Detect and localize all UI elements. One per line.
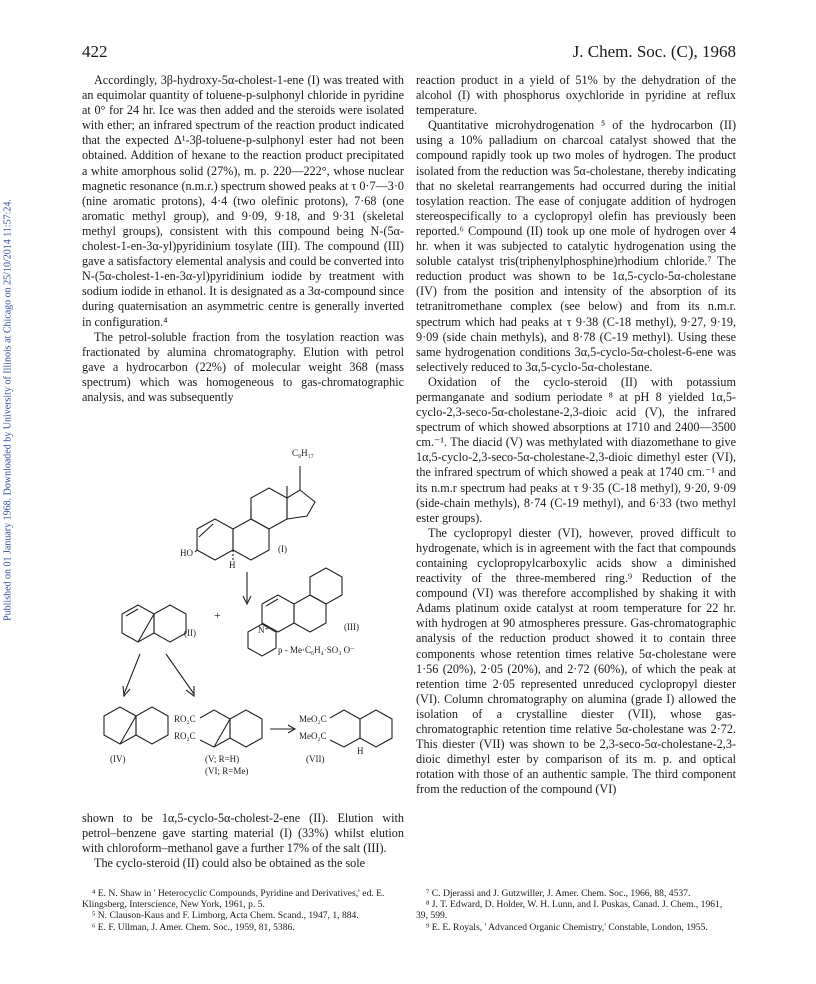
footnote: ⁹ E. E. Royals, ' Advanced Organic Chemistry,' Constable, London, 1955. xyxy=(426,921,708,933)
footnotes-right xyxy=(416,888,736,933)
h-vii-label: H xyxy=(357,746,364,756)
ho-label: HO xyxy=(180,548,193,558)
tosylate-label: p - Me·C₆H₄·SO₃ O⁻ xyxy=(278,645,355,655)
compound-III-structure xyxy=(248,568,342,656)
paragraph: The petrol-soluble fraction from the tosylation reaction was fractionated by alumina chromatography. Elution with petrol gave a hydrocarbon (22%) of molecular weight 368 (mass spectrum) which was homogeneous to gas-chromatographic analysis, and was subsequently xyxy=(82,329,404,404)
compound-IV-structure xyxy=(104,707,168,744)
footnotes-left xyxy=(82,888,404,933)
reaction-scheme xyxy=(82,444,404,808)
footnote: ⁷ C. Djerassi and J. Gutzwiller, J. Amer. Chem. Soc., 1966, 88, 4537. xyxy=(426,888,691,899)
footnote: ⁶ E. F. Ullman, J. Amer. Chem. Soc., 1959, 81, 5386. xyxy=(92,921,295,933)
ro2c-label-2: RO₂C xyxy=(174,731,196,741)
ro2c-label-1: RO₂C xyxy=(174,714,196,724)
journal-header: J. Chem. Soc. (C), 1968 xyxy=(572,42,736,61)
paragraph: Accordingly, 3β-hydroxy-5α-cholest-1-ene (I) was treated with an equimolar quantity of toluene-p-sulphonyl chloride in pyridine at 0° for 24 hr. Ice was then added and the steroids were isolated with ether; an infrared spectrum of the reaction product indicated that the expected Δ¹-3β-toluene-p-sulphonyl ester had not been obtained. Addition of hexane to the reaction product precipitated a white amorphous solid (27%), m. p. 220—222°, whose nuclear magnetic resonance (n.m.r.) spectrum showed peaks at τ 0·7—3·0 (nine aromatic protons), 4·4 (two olefinic protons), 7·68 (one aromatic methyl group), and 9·09, 9·18, and 9·31 (skeletal methyl groups), consistent with this compound being N-(5α-cholest-1-en-3α-yl)pyridinium tosylate (III). The compound (III) gave a satisfactory elemental analysis and could be converted into N-(5α-cholest-1-en-3α-yl)pyridinium iodide by treatment with sodium iodide in ethanol. It is designated as a 3α-compound since during quaternisation an asymmetric centre is generally inverted in configuration.⁴ xyxy=(82,73,405,329)
download-watermark xyxy=(1,150,15,670)
download-watermark-text: Published on 01 January 1968. Downloaded by University of Illinois at Chicago on 25/10/2014 11:57:24. xyxy=(2,199,14,621)
paragraph: shown to be 1α,5-cyclo-5α-cholest-2-ene (II). Elution with petrol–benzene gave starting material (I) (33%) whilst elution with chloroform–methanol gave a further 17% of the salt (III). xyxy=(82,811,404,856)
n-plus-label: N⁺ xyxy=(258,625,270,635)
page-number: 422 xyxy=(82,42,108,61)
compound-II-label: (II) xyxy=(184,628,196,638)
plus-sign: + xyxy=(214,608,221,622)
meo2c-label-1: MeO₂C xyxy=(299,714,327,724)
paragraph: Quantitative microhydrogenation ⁵ of the hydrocarbon (II) using a 10% palladium on charcoal catalyst showed that the compound rapidly took up two moles of hydrogen. The product isolated from the reduction was 5α-cholestane, thereby indicating that no skeletal rearrangements had occurred during the initial tosylation reaction. The ease of conjugate addition of hydrogen stereospecifically to a cyclopropyl olefin has previously been reported.⁶ Compound (II) took up one mole of hydrogen over 4 hr. when it was subjected to catalytic hydrogenation using the soluble catalyst tris(triphenylphosphine)rhodium chloride.⁷ The reduction product was shown to be 1α,5-cyclo-5α-cholestane (IV) from the position and intensity of the absorption of its tetranitromethane complex (see below) and from its n.m.r. spectrum which had peaks at τ 9·38 (C-18 methyl), 9·27, 9·19, 9·09 (side chain methyls), and 8·78 (C-19 methyl). Using these same hydrogenation conditions 3α,5-cyclo-5α-cholest-6-ene was selectively reduced to 3α,5-cyclo-5α-cholestane. xyxy=(416,118,736,374)
compound-VII-structure xyxy=(330,710,392,747)
paragraph: The cyclopropyl diester (VI), however, proved difficult to hydrogenate, which is in agreement with the fact that compounds containing cyclopropylcarboxylic acids show a diminished reactivity of the three-membered ring.⁹ Reduction of the compound (VI) was therefore accomplished by shaking it with Adams platinum oxide catalyst at room temperature for 22 hr. with hydrogen at 90 atmospheres pressure. Gas-chromatographic analysis of the reduction product showed it to contain three components whose retention times relative 5α-cholestane were 1·56 (20%), 2·05 (20%), and 2·72 (60%), of which the peak at retention time 2·05 represented unreduced cyclopropyl diester (VI). Column chromatography on alumina (grade I) allowed the isolation of a crystalline diester (VII), whose gas-chromatographic retention time relative 5α-cholestane was 2·72. This diester (VII) was shown to be 2,3-seco-5α-cholestane-2,3-dioic dimethyl ester by comparison of its m. p. and optical rotation with those of an authentic sample. The third component from the reduction of the compound (VI) xyxy=(416,525,736,797)
paragraph: Oxidation of the cyclo-steroid (II) with potassium permanganate and sodium periodate ⁸ at pH 8 yielded 1α,5-cyclo-2,3-seco-5α-cholestane-2,3-dioic acid (V), the infrared spectrum of which showed absorptions at 1710 and 2400—3500 cm.⁻¹. The diacid (V) was methylated with diazomethane to give 1α,5-cyclo-2,3-seco-5α-cholestane-2,3-dioic dimethyl ester (VI), the infrared spectrum of which showed a peak at 1740 cm.⁻¹ and its n.m.r spectrum had peaks at τ 9·35 (C-18 methyl), 9·20, 9·09 (side-chain methyls), 8·74 (C-19 methyl), and 6·33 (two methyl ester groups). xyxy=(416,374,736,525)
left-column-bottom xyxy=(82,811,404,871)
left-column-top xyxy=(82,73,404,405)
compound-V-label: (V; R=H) xyxy=(205,754,240,764)
meo2c-label-2: MeO₂C xyxy=(299,731,327,741)
compound-IV-label: (IV) xyxy=(110,754,126,764)
compound-VII-label: (VII) xyxy=(306,754,325,764)
compound-I-structure xyxy=(195,466,315,562)
footnote: ⁵ N. Clauson-Kaus and F. Limborg, Acta Chem. Scand., 1947, 1, 884. xyxy=(92,910,359,922)
paragraph: reaction product in a yield of 51% by the dehydration of the alcohol (I) with phosphorus oxychloride in pyridine at reflux temperature. xyxy=(416,73,736,118)
compound-III-label: (III) xyxy=(344,622,359,632)
paragraph: The cyclo-steroid (II) could also be obtained as the sole xyxy=(94,856,366,871)
compound-I-label: (I) xyxy=(278,544,287,554)
footnote: ⁸ J. T. Edward, D. Holder, W. H. Lunn, and I. Puskas, Canad. J. Chem., 1961, 39, 599. xyxy=(416,899,723,922)
right-column xyxy=(416,73,736,798)
compound-VI-label: (VI; R=Me) xyxy=(205,766,249,776)
footnote: ⁴ E. N. Shaw in ' Heterocyclic Compounds, Pyridine and Derivatives,' ed. E. Klingsberg, Interscience, New York, 1961, p. 5. xyxy=(82,888,385,911)
side-chain-label: C₈H₁₇ xyxy=(292,448,314,458)
compound-II-structure xyxy=(122,605,186,642)
h-label: H xyxy=(229,560,236,570)
compound-V-VI-structure xyxy=(200,710,262,747)
